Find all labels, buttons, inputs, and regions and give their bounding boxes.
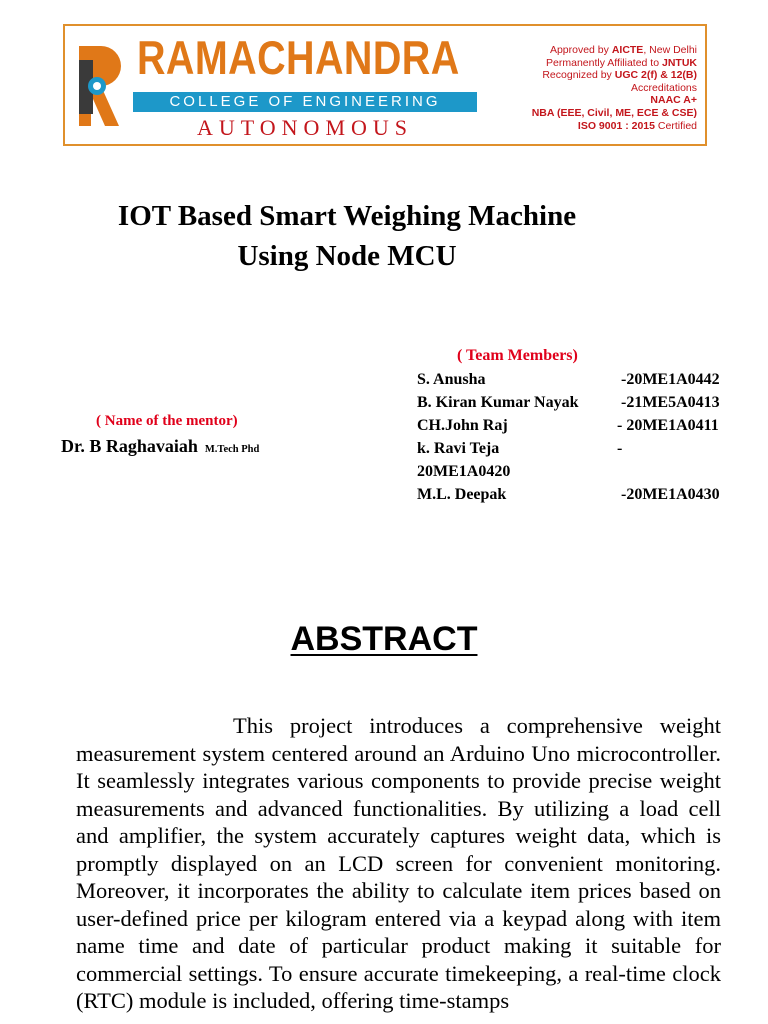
abstract-heading: ABSTRACT [290,620,478,658]
accreditation-strong: AICTE [611,44,644,56]
accreditation-line [487,69,697,82]
accreditation-text: Approved by [549,44,612,56]
mentor-name [61,436,259,457]
team-member-row [417,440,623,458]
team-member-row [417,417,719,435]
team-member-roll: - [617,440,623,457]
accreditation-text: Permanently Affiliated to [546,56,662,69]
accreditation-list [487,44,697,132]
college-name: RAMACHANDRA [137,31,460,84]
team-member-row [417,371,720,389]
project-title [0,196,694,276]
accreditation-line [487,57,697,70]
team-member-roll: - 20ME1A0411 [617,417,719,434]
accreditation-strong: JNTUK [661,56,697,69]
accreditation-line [487,44,697,57]
accreditation-suffix: Certified [654,119,697,132]
college-status: AUTONOMOUS [196,115,414,140]
team-member-name: 20ME1A0420 [417,463,511,480]
mentor-label: ( Name of the mentor) [96,413,238,429]
accreditation-line [487,107,697,120]
team-member-roll: -20ME1A0430 [621,486,720,503]
accreditation-text: Accreditations [631,81,697,94]
college-logo-icon [73,40,123,132]
accreditation-text: Recognized by [542,69,615,82]
mentor-qualification: M.Tech Phd [204,444,260,455]
team-member-row [417,463,510,481]
accreditation-line [487,94,697,107]
team-member-name: S. Anusha [417,371,486,388]
accreditation-strong: ISO 9001 : 2015 [577,119,655,132]
mentor-name-text: Dr. B Raghavaiah [61,436,198,456]
team-member-name: k. Ravi Teja [417,440,500,457]
abstract-body: This project introduces a comprehensive weight measurement system centered around an Arduino Uno microcontroller. It seamlessly integrates various components to provide precise weight measurements and advanced functionalities. By utilizing a load cell and amplifier, the system accurately captures weight data, which is promptly displayed on an LCD screen for convenient monitoring. Moreover, it incorporates the ability to calculate item prices based on user-defined price per kilogram entered via a keypad along with item name time and date of particular product making it suitable for commercial settings. To ensure accurate timekeeping, a real-time clock (RTC) module is included, offering time-stamps [76,713,721,1013]
team-member-roll: -21ME5A0413 [621,394,720,411]
project-title-line-1: IOT Based Smart Weighing Machine [117,200,577,232]
accreditation-strong: UGC 2(f) & 12(B) [614,69,697,82]
college-banner [63,24,707,146]
accreditation-suffix: , New Delhi [643,44,697,56]
team-member-name: CH.John Raj [417,417,508,434]
team-members-heading: ( Team Members) [457,347,578,364]
college-subtitle: COLLEGE OF ENGINEERING [133,92,477,112]
project-title-line-2: Using Node MCU [237,240,457,272]
accreditation-line [487,82,697,95]
team-member-name: B. Kiran Kumar Nayak [417,394,579,411]
team-member-row [417,394,720,412]
team-member-name: M.L. Deepak [417,486,507,503]
accreditation-line [487,120,697,133]
accreditation-strong: NBA (EEE, Civil, ME, ECE & CSE) [531,106,697,119]
team-member-roll: -20ME1A0442 [621,371,720,388]
accreditation-strong: NAAC A+ [650,94,697,107]
team-member-row [417,486,720,504]
